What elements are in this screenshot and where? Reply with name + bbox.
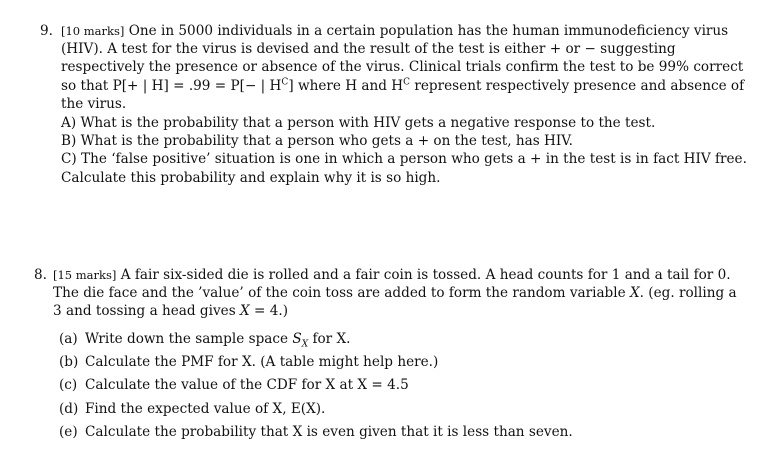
question-9-part-c: C) The ‘false positive’ situation is one in which a person who gets a + in the test is in fact HIV free. Calculate this probability and explain why it is so high. bbox=[61, 151, 747, 186]
question-8-parts bbox=[59, 328, 746, 445]
question-8-part-b: (b) Calculate the PMF for X. (A table might help here.) bbox=[59, 354, 439, 370]
question-9-parts bbox=[61, 114, 752, 187]
question-9-statement: 9. [10 marks] One in 5000 individuals in a certain population has the human immunodeficiency virus (HIV). A test for the virus is devised and the result of the test is either + or − suggesting respectively the presence or absence of the virus. Clinical trials confirm the test to be 99% correct so that P[+ | H] = .99 = P[− | $H^C$] where H and $H^C$ represent respectively presence and absence of the virus. bbox=[40, 23, 745, 112]
question-9-number: 9. bbox=[40, 23, 53, 39]
question-8-statement: 8. [15 marks] A fair six-sided die is rolled and a fair coin is tossed. A head counts for 1 and a tail for 0. The die face and the ’value’ of the coin toss are added to form the random variable X. (eg. rolling a 3 and tossing a head gives X = 4.) bbox=[34, 267, 737, 320]
question-8-part-d: (d) Find the expected value of X, E(X). bbox=[59, 400, 326, 417]
question-9-text: One in 5000 individuals in a certain population has the human immunodeficiency virus (HIV). A test for the virus is devised and the result of the test is either + or − suggesting respectively the presence or absence of the virus. Clinical trials confirm the test to be 99% correct so that P[+ | H] = .99 = P[− | H bbox=[61, 23, 744, 94]
question-9-marks: [10 marks] bbox=[61, 24, 125, 38]
complement-superscript: C bbox=[281, 77, 289, 88]
question-8-part-a: (a) Write down the sample space $S_X$ for X. bbox=[59, 330, 351, 350]
question-8-marks: [15 marks] bbox=[53, 268, 117, 282]
question-8-part-c: (c) Calculate the value of the CDF for X at X = 4.5 bbox=[59, 377, 409, 394]
question-9-part-a: A) What is the probability that a person with HIV gets a negative response to the test. bbox=[61, 115, 656, 132]
question-8-part-e: (e) Calculate the probability that X is even given that it is less than seven. bbox=[59, 424, 573, 441]
question-8-number: 8. bbox=[34, 267, 47, 283]
random-variable-x: X bbox=[629, 285, 640, 302]
question-8 bbox=[34, 266, 746, 445]
question-8-text: A fair six-sided die is rolled and a fair coin is tossed. A head counts for 1 and a tail for 0. The die face and the ’value’ of the coin toss are added to form the random variable bbox=[53, 267, 731, 302]
question-9-part-b: B) What is the probability that a person who gets a + on the test, has HIV. bbox=[61, 133, 573, 150]
question-9 bbox=[40, 22, 752, 187]
